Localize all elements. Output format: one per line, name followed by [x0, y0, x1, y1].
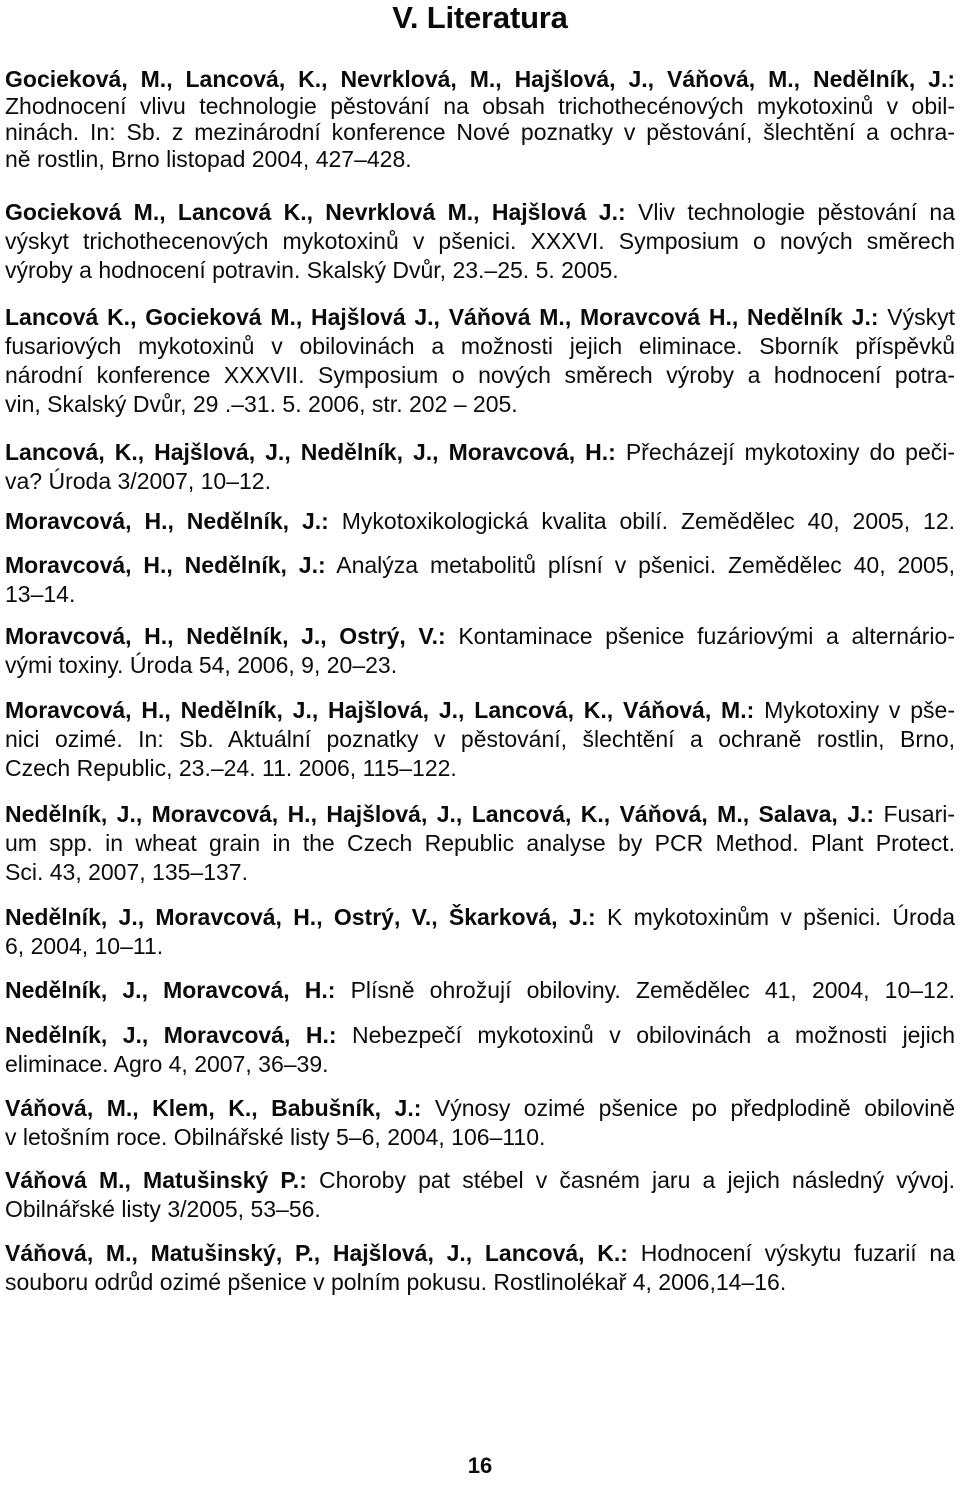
reference-text: vými toxiny. Úroda 54, 2006, 9, 20–23. — [5, 652, 398, 678]
reference-line — [5, 1195, 955, 1224]
reference-entry — [5, 1021, 955, 1079]
reference-entry — [5, 1094, 955, 1152]
reference-text: K mykotoxinům v pšenici. Úroda — [606, 904, 956, 930]
reference-text: výskyt trichothecenových mykotoxinů v pšenici. XXXVI. Symposium o nových směrech — [5, 228, 955, 254]
reference-authors: Gocieková, M., Lancová, K., Nevrklová, M., Hajšlová, J., Váňová, M., Nedělník, J.: — [5, 66, 955, 92]
reference-text: národní konference XXXVII. Symposium o nových směrech výroby a hodnocení potra- — [5, 362, 955, 388]
reference-authors: Moravcová, H., Nedělník, J.: — [5, 552, 326, 578]
reference-text: 6, 2004, 10–11. — [5, 933, 164, 959]
reference-entry — [5, 976, 955, 1005]
reference-text: 13–14. — [5, 581, 76, 607]
reference-line — [5, 1094, 955, 1123]
reference-authors: Váňová, M., Klem, K., Babušník, J.: — [5, 1095, 422, 1121]
reference-authors: Lancová, K., Hajšlová, J., Nedělník, J., Moravcová, H.: — [5, 439, 616, 465]
reference-line — [5, 800, 955, 829]
reference-text: ninách. In: Sb. z mezinárodní konference Nové poznatky v pěstování, šlechtění a ochra- — [5, 119, 955, 145]
reference-text: Nebezpečí mykotoxinů v obilovinách a možnosti jejich — [351, 1022, 955, 1048]
reference-line — [5, 1123, 955, 1152]
reference-text: eliminace. Agro 4, 2007, 36–39. — [5, 1051, 329, 1077]
reference-authors: Nedělník, J., Moravcová, H., Hajšlová, J., Lancová, K., Váňová, M., Salava, J.: — [5, 801, 875, 827]
reference-text: ně rostlin, Brno listopad 2004, 427–428. — [5, 145, 412, 172]
reference-line — [5, 580, 955, 609]
reference-line — [5, 622, 955, 651]
reference-entry — [5, 696, 955, 783]
reference-text: Plísně ohrožují obiloviny. Zemědělec 41, 2004, 10–12. — [350, 977, 955, 1003]
reference-entry — [5, 551, 955, 609]
reference-authors: Moravcová, H., Nedělník, J.: — [5, 508, 329, 534]
reference-entry — [5, 438, 955, 496]
reference-text: Sci. 43, 2007, 135–137. — [5, 859, 248, 885]
reference-entry — [5, 507, 955, 536]
reference-text: souboru odrůd ozimé pšenice v polním pokusu. Rostlinolékař 4, 2006,14–16. — [5, 1269, 787, 1295]
reference-entry — [5, 622, 955, 680]
reference-line — [5, 256, 955, 285]
reference-text: Obilnářské listy 3/2005, 53–56. — [5, 1196, 321, 1222]
reference-line — [5, 66, 955, 93]
reference-line — [5, 1050, 955, 1079]
reference-authors: Nedělník, J., Moravcová, H.: — [5, 977, 336, 1003]
reference-line — [5, 829, 955, 858]
reference-line — [5, 754, 955, 783]
reference-text: Analýza metabolitů plísní v pšenici. Zemědělec 40, 2005, — [336, 552, 956, 578]
page-number: 16 — [467, 1453, 493, 1478]
reference-line — [5, 651, 955, 680]
reference-text: Vliv technologie pěstování na — [637, 199, 956, 225]
reference-line — [5, 93, 955, 120]
reference-line — [5, 303, 955, 332]
reference-authors: Nedělník, J., Moravcová, H., Ostrý, V., Škarková, J.: — [5, 904, 596, 930]
reference-text: Zhodnocení vlivu technologie pěstování na obsah trichothecénových mykotoxinů v obil- — [5, 92, 955, 119]
reference-entry — [5, 303, 955, 419]
reference-text: va? Úroda 3/2007, 10–12. — [5, 468, 271, 494]
reference-text: výroby a hodnocení potravin. Skalský Dvůr, 23.–25. 5. 2005. — [5, 257, 619, 283]
reference-authors: Nedělník, J., Moravcová, H.: — [5, 1022, 337, 1048]
reference-entry — [5, 66, 955, 172]
reference-line — [5, 390, 955, 419]
reference-text: v letošním roce. Obilnářské listy 5–6, 2004, 106–110. — [5, 1124, 546, 1150]
reference-line — [5, 146, 955, 173]
reference-text: Výnosy ozimé pšenice po předplodině obilovině — [434, 1095, 955, 1121]
reference-line — [5, 725, 955, 754]
reference-text: Mykotoxiny v pše- — [764, 697, 955, 723]
reference-line — [5, 332, 955, 361]
reference-entry — [5, 198, 955, 285]
reference-line — [5, 119, 955, 146]
reference-authors: Váňová, M., Matušinský, P., Hajšlová, J., Lancová, K.: — [5, 1240, 628, 1266]
reference-line — [5, 1268, 955, 1297]
reference-authors: Moravcová, H., Nedělník, J., Ostrý, V.: — [5, 623, 446, 649]
reference-authors: Váňová M., Matušinský P.: — [5, 1167, 307, 1193]
reference-text: fusariových mykotoxinů v obilovinách a možnosti jejich eliminace. Sborník příspěvků — [5, 333, 955, 359]
reference-line — [5, 361, 955, 390]
reference-line — [5, 696, 955, 725]
reference-text: Mykotoxikologická kvalita obilí. Zemědělec 40, 2005, 12. — [341, 508, 956, 534]
reference-line — [5, 1239, 955, 1268]
reference-text: Czech Republic, 23.–24. 11. 2006, 115–122. — [5, 755, 457, 781]
reference-text: Choroby pat stébel v časném jaru a jejich následný vývoj. — [319, 1167, 955, 1193]
reference-line — [5, 438, 955, 467]
reference-line — [5, 467, 955, 496]
reference-entry — [5, 903, 955, 961]
reference-entry — [5, 1166, 955, 1224]
reference-text: nici ozimé. In: Sb. Aktuální poznatky v pěstování, šlechtění a ochraně rostlin, Brno, — [5, 726, 955, 752]
reference-text: Hodnocení výskytu fuzarií na — [640, 1240, 956, 1266]
reference-text: vin, Skalský Dvůr, 29 .–31. 5. 2006, str. 202 – 205. — [5, 391, 518, 417]
reference-authors: Lancová K., Gocieková M., Hajšlová J., Váňová M., Moravcová H., Nedělník J.: — [5, 304, 879, 330]
reference-text: Výskyt — [887, 304, 956, 330]
section-title: V. Literatura — [392, 0, 568, 35]
reference-text: Přecházejí mykotoxiny do peči- — [625, 439, 956, 465]
reference-line — [5, 858, 955, 887]
reference-text: Kontaminace pšenice fuzáriovými a alternário- — [458, 623, 955, 649]
reference-line — [5, 903, 955, 932]
reference-line — [5, 976, 955, 1005]
reference-text: Fusari- — [883, 801, 956, 827]
reference-line — [5, 1166, 955, 1195]
reference-text: um spp. in wheat grain in the Czech Republic analyse by PCR Method. Plant Protect. — [5, 830, 955, 856]
reference-line — [5, 1021, 955, 1050]
reference-line — [5, 932, 955, 961]
reference-entry — [5, 800, 955, 887]
reference-entry — [5, 1239, 955, 1297]
reference-authors: Moravcová, H., Nedělník, J., Hajšlová, J., Lancová, K., Váňová, M.: — [5, 697, 755, 723]
reference-line — [5, 551, 955, 580]
reference-line — [5, 227, 955, 256]
reference-authors: Gocieková M., Lancová K., Nevrklová M., Hajšlová J.: — [5, 199, 626, 225]
reference-line — [5, 198, 955, 227]
reference-line — [5, 507, 955, 536]
